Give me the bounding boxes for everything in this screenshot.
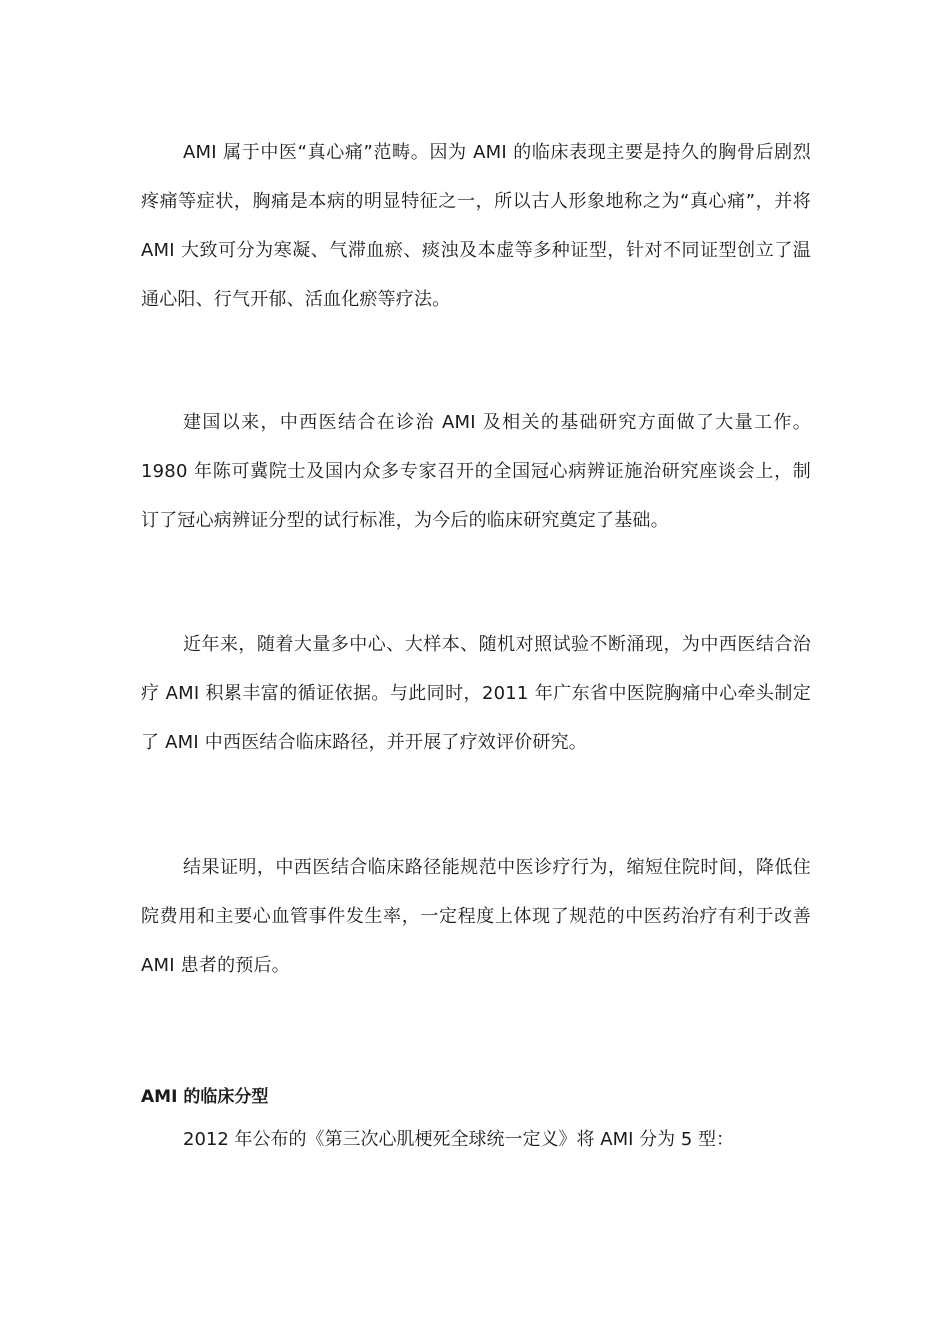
paragraph-integrated-research-history: 建国以来，中西医结合在诊治 AMI 及相关的基础研究方面做了大量工作。1980 年陈可冀院士及国内众多专家召开的全国冠心病辨证施治研究座谈会上，制订了冠心病辨证分型的试行标准，为今后的临床研究奠定了基础。: [141, 412, 811, 531]
paragraph-universal-definition: 2012 年公布的《第三次心肌梗死全球统一定义》将 AMI 分为 5 型：: [183, 1129, 735, 1150]
paragraph-ami-tcm-classification: AMI 属于中医“真心痛”范畴。因为 AMI 的临床表现主要是持久的胸骨后剧烈疼痛等症状，胸痛是本病的明显特征之一，所以古人形象地称之为“真心痛”，并将 AMI 大致可分为寒凝、气滞血瘀、痰浊及本虚等多种证型，针对不同证型创立了温通心阳、行气开郁、活血化瘀等疗法。: [141, 142, 811, 310]
paragraph-recent-evidence: 近年来，随着大量多中心、大样本、随机对照试验不断涌现，为中西医结合治疗 AMI 积累丰富的循证依据。与此同时，2011 年广东省中医院胸痛中心牵头制定了 AMI 中西医结合临床路径，并开展了疗效评价研究。: [141, 634, 811, 753]
section-heading-clinical-types: AMI 的临床分型: [141, 1087, 269, 1107]
paragraph-pathway-results: 结果证明，中西医结合临床路径能规范中医诊疗行为，缩短住院时间，降低住院费用和主要心血管事件发生率，一定程度上体现了规范的中医药治疗有利于改善 AMI 患者的预后。: [141, 857, 811, 976]
